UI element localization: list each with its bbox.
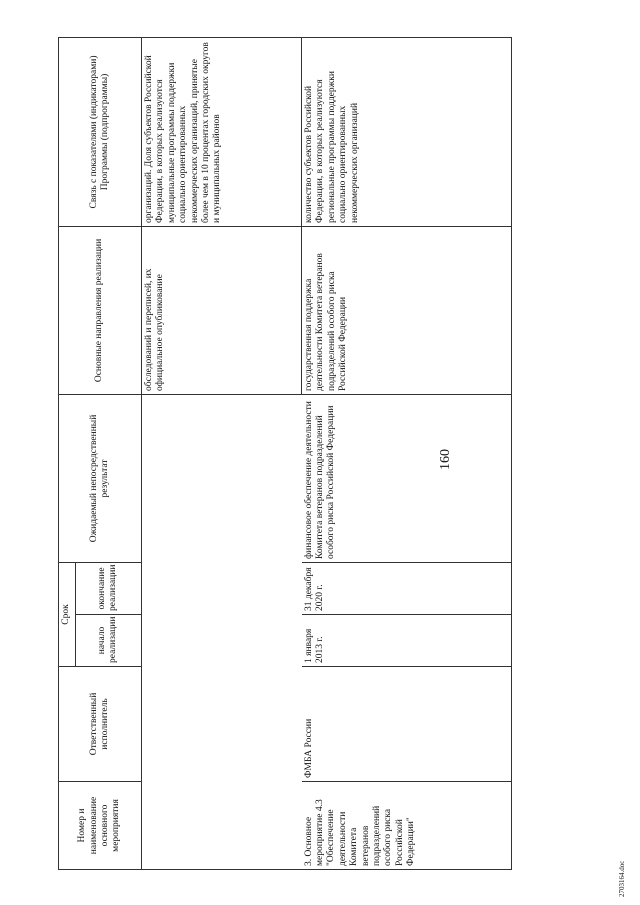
row2-measure: Основное мероприятие 4.3 "Обеспечение деятельности Комитета ветеранов подразделений особого риска Российской Федерации" [303,799,417,866]
table-row [142,37,302,869]
row2-indicators: количество субъектов Российской Федерации, в которых реализуются региональные программы поддержки социально ориентированных некоммерческих организаций [302,37,512,226]
table-row [302,37,512,869]
footer-code: 2703164.doc [618,860,626,897]
row1-directions: обследований и переписей, их официальное опубликование [142,226,302,394]
row2-end: 31 декабря 2020 г. [302,562,512,614]
row2-directions: государственная поддержка деятельности Комитета ветеранов подразделений особого риска Российской Федерации [302,226,512,394]
row2-result: финансовое обеспечение деятельности Комитета ветеранов подразделений особого риска Российской Федерации [302,394,512,562]
header-indicators: Связь с показателями (индикаторами) Программы (подпрограммы) [59,37,142,226]
measures-table [58,37,512,870]
header-executor: Ответственный исполнитель [59,667,142,782]
header-directions: Основные направления реализации [59,226,142,394]
row2-executor: ФМБА России [302,667,512,782]
header-end: окончание реализации [75,562,141,614]
row2-number: 3. [303,858,314,866]
header-result: Ожидаемый непосредственный результат [59,394,142,562]
header-term: Срок [59,562,76,666]
row2-start: 1 января 2013 г. [302,615,512,667]
header-measure: Номер и наименование основного мероприятия [59,782,142,870]
row2-measure-cell [302,782,512,870]
row1-empty-cells [142,394,302,869]
page-number: 160 [438,449,453,470]
header-start: начало реализации [75,615,141,667]
row1-indicators: организаций. Доля субъектов Российской Федерации, в которых реализуются муниципальные программы поддержки социально ориентированных некоммерческих организаций, принятые более чем в 10 процентах городских округов и муниципальных районов [142,37,302,226]
